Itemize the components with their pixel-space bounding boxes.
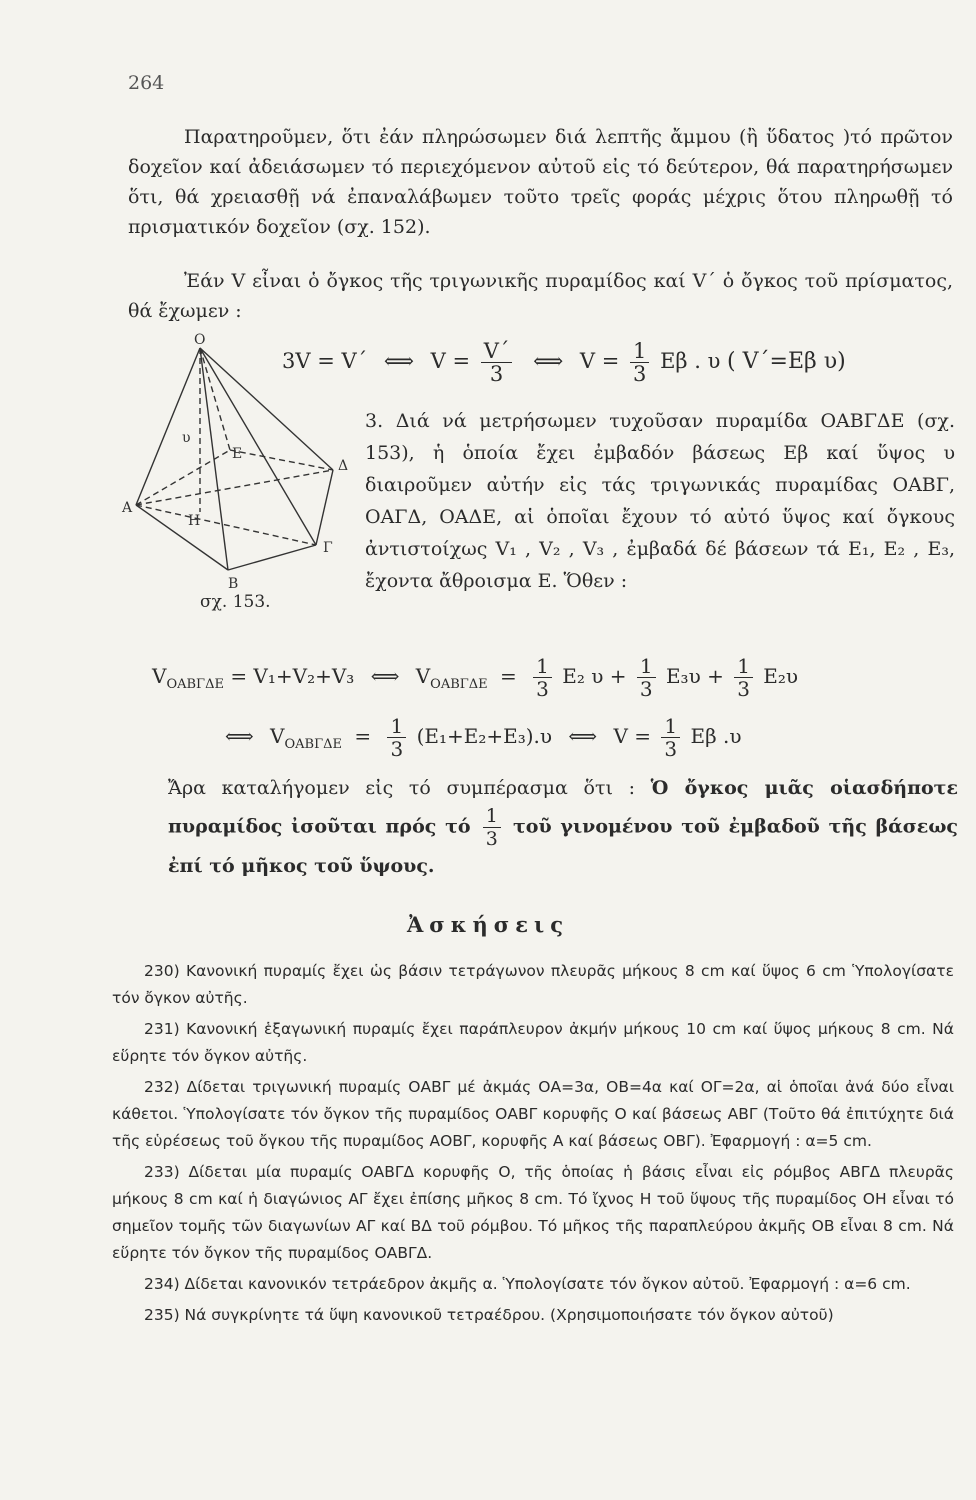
exercise-item: 231) Κανονική ἑξαγωνική πυραμίς ἔχει παράπλευρον ἀκμήν μήκους 10 cm καί ὕψος μήκους 8 cm. Νά εὕρητε τόν ὄγκον αὐτῆς. <box>112 1020 954 1065</box>
exercise-item: 233) Δίδεται μία πυραμίς ΟΑΒΓΔ κορυφῆς Ο, τῆς ὁποίας ἡ βάσις εἶναι εἰς ρόμβος ΑΒΓΔ πλευρᾶς μήκους 8 cm καί ἡ διαγώνιος ΑΓ ἔχει ἐπίσης μῆκος 8 cm. Τό ἴχνος Η τοῦ ὕψους τῆς πυραμίδος ΟΗ εἶναι τό σημεῖον τομῆς τῶν διαγωνίων ΑΓ καί ΒΔ τοῦ ρόμβου. Τό μῆκος τῆς παραπλεύρου ἀκμῆς ΟΒ εἶναι 8 cm. Νά εὕρητε τόν ὄγκον τῆς πυραμίδος ΟΑΒΓΔ. <box>112 1163 954 1262</box>
eq3-arrow-2: ⟺ <box>568 724 598 748</box>
exercise-list <box>112 958 954 1333</box>
eq3-mid: (E₁+E₂+E₃).υ <box>416 724 553 748</box>
eq3-frac-2-num: 1 <box>661 715 680 738</box>
eq2-lhs2-sub: ΟΑΒΓΔΕ <box>430 677 488 692</box>
eq1-frac-num: V΄ <box>481 340 513 363</box>
eq1-third-num: 1 <box>630 340 649 363</box>
eq3-lhs-sub: ΟΑΒΓΔΕ <box>284 737 342 752</box>
conclusion <box>168 772 958 883</box>
eq1-arrow-2: ⟺ <box>533 349 564 373</box>
eq1-fraction <box>481 340 513 385</box>
conclusion-bold-2: τοῦ γινομένου τοῦ ἐμβαδοῦ τῆς βάσεως ἐπί τό μῆκος τοῦ ὕψους. <box>168 815 958 877</box>
conclusion-plain: Ἄρα καταλήγομεν εἰς τό συμπέρασμα ὅτι : <box>168 777 651 799</box>
eq1-paren: ( V΄=Eβ υ) <box>727 349 846 374</box>
eq2-lhs2: V <box>415 664 431 688</box>
label-e: Ε <box>232 446 243 462</box>
label-b: Β <box>228 576 239 592</box>
eq3-frac-1-num: 1 <box>387 715 406 738</box>
eq2-eq: = <box>500 664 517 688</box>
conclusion-bold-1: Ὁ ὄγκος μιᾶς οἱασδήποτε πυραμίδος ἰσοῦται πρός τό <box>168 777 958 838</box>
eq3-rhs: Eβ .υ <box>690 724 742 748</box>
eq2-frac-1-den: 3 <box>536 677 549 701</box>
exercise-item: 234) Δίδεται κανονικόν τετράεδρον ἀκμῆς α. Ὑπολογίσατε τόν ὄγκον αὐτοῦ. Ἐφαρμογή : α=6 cm. <box>144 1275 911 1293</box>
eq3-frac-2 <box>661 715 680 760</box>
eq2-frac-1-num: 1 <box>533 655 552 678</box>
paragraph-3: 3. Διά νά μετρήσωμεν τυχοῦσαν πυραμίδα ΟΑΒΓΔΕ (σχ. 153), ἡ ὁποία ἔχει ἐμβαδόν βάσεως Eβ καί ὕψος υ διαιροῦμεν αὐτήν εἰς τάς τριγωνικάς πυραμίδας ΟΑΒΓ, ΟΑΓΔ, ΟΑΔΕ, αἱ ὁποῖαι ἔχουν τό αὐτό ὕψος καί ὄγκους ἀντιστοίχως V₁ , V₂ , V₃ , ἐμβαδά δέ βάσεων τά E₁, E₂ , E₃, ἔχοντα ἄθροισμα E. Ὅθεν : <box>365 410 955 592</box>
eq2-lhs: V <box>152 664 167 688</box>
eq2-frac-1 <box>533 655 552 700</box>
eq2-rhs: = V₁+V₂+V₃ <box>230 664 355 688</box>
eq1-mid-lhs: V = <box>430 349 471 373</box>
paragraph-1: Παρατηροῦμεν, ὅτι ἐάν πληρώσωμεν διά λεπτῆς ἄμμου (ἢ ὕδατος )τό πρῶτον δοχεῖον καί ἀδειάσωμεν τό περιεχόμενον αὐτοῦ εἰς τό δεύτερον, θά παρατηρήσωμεν ὅτι, θά χρειασθῇ νά ἐπαναλάβωμεν τοῦτο τρεῖς φοράς μέχρις ὅτου πληρωθῇ τό πρισματικόν δοχεῖον (σχ. 152). <box>128 126 953 238</box>
eq2-frac-3 <box>734 655 753 700</box>
eq1-left: 3V = V΄ <box>282 349 368 373</box>
label-o: Ο <box>194 332 206 348</box>
label-h: Η <box>188 513 201 529</box>
eq1-third-den: 3 <box>633 362 647 386</box>
pyramid-figure <box>118 330 358 620</box>
eq2-frac-2-den: 3 <box>639 677 653 701</box>
eq3-lhs: V <box>270 724 285 748</box>
eq1-frac-den: 3 <box>489 362 504 386</box>
exercise-item: 232) Δίδεται τριγωνική πυραμίς ΟΑΒΓ μέ ἀκμάς ΟΑ=3α, ΟΒ=4α καί ΟΓ=2α, αἱ ὁποῖαι ἀνά δύο εἶναι κάθετοι. Ὑπολογίσατε τόν ὄγκον τῆς πυραμίδος ΟΑΒΓ κορυφῆς Ο καί βάσεως ΑΒΓ (Τοῦτο θά ἐπιτύχητε διά τῆς εὑρέσεως τοῦ ὄγκου τῆς πυραμίδος ΑΟΒΓ, κορυφῆς Α καί βάσεως ΟΒΓ). Ἐφαρμογή : α=5 cm. <box>112 1078 954 1150</box>
equation-2 <box>152 655 798 700</box>
label-a: Α <box>122 500 133 516</box>
eq1-arrow: ⟺ <box>383 349 414 373</box>
equation-3 <box>225 715 742 760</box>
conclusion-third-num: 1 <box>483 805 501 828</box>
eq2-term-1: E₂ υ + <box>562 664 627 688</box>
eq2-frac-2-num: 1 <box>637 655 656 678</box>
exercises-title: Ἀσκήσεις <box>407 912 569 937</box>
eq3-frac-1-den: 3 <box>390 737 404 761</box>
eq2-frac-3-num: 1 <box>734 655 753 678</box>
eq3-rhs-lhs: V = <box>613 724 652 748</box>
eq3-frac-2-den: 3 <box>664 737 678 761</box>
label-g: Γ <box>323 540 333 556</box>
exercise-item: 230) Κανονική πυραμίς ἔχει ὡς βάσιν τετράγωνον πλευρᾶς μήκους 8 cm καί ὕψος 6 cm Ὑπολογίσατε τόν ὄγκον αὐτῆς. <box>112 962 954 1007</box>
eq2-frac-3-den: 3 <box>737 677 750 701</box>
page-number: 264 <box>128 72 165 94</box>
eq2-term-2: E₃υ + <box>665 664 724 688</box>
eq1-third <box>630 340 649 385</box>
label-d: Δ <box>338 458 349 474</box>
eq2-arrow: ⟺ <box>370 664 400 688</box>
eq2-lhs-sub: ΟΑΒΓΔΕ <box>166 677 224 692</box>
eq2-term-3: E₂υ <box>763 664 799 688</box>
eq1-right-lhs: V = <box>579 349 620 373</box>
pyramid-diagram <box>118 330 358 620</box>
eq3-arrow: ⟺ <box>225 724 254 748</box>
eq1-right-rhs: Eβ . υ <box>660 349 721 373</box>
exercise-item: 235) Νά συγκρίνητε τά ὕψη κανονικοῦ τετραέδρου. (Χρησιμοποιήσατε τόν ὄγκον αὐτοῦ) <box>144 1306 834 1324</box>
eq3-frac-1 <box>387 715 406 760</box>
paragraph-2: Ἐάν V εἶναι ὁ ὄγκος τῆς τριγωνικῆς πυραμίδος καί V΄ ὁ ὄγκος τοῦ πρίσματος, θά ἔχωμεν : <box>128 270 953 322</box>
label-u: υ <box>182 430 191 446</box>
figure-caption: σχ. 153. <box>200 592 271 612</box>
eq3-eq: = <box>354 724 372 748</box>
eq2-frac-2 <box>637 655 656 700</box>
equation-1 <box>282 340 846 385</box>
conclusion-third <box>483 805 501 850</box>
conclusion-third-den: 3 <box>485 828 498 850</box>
